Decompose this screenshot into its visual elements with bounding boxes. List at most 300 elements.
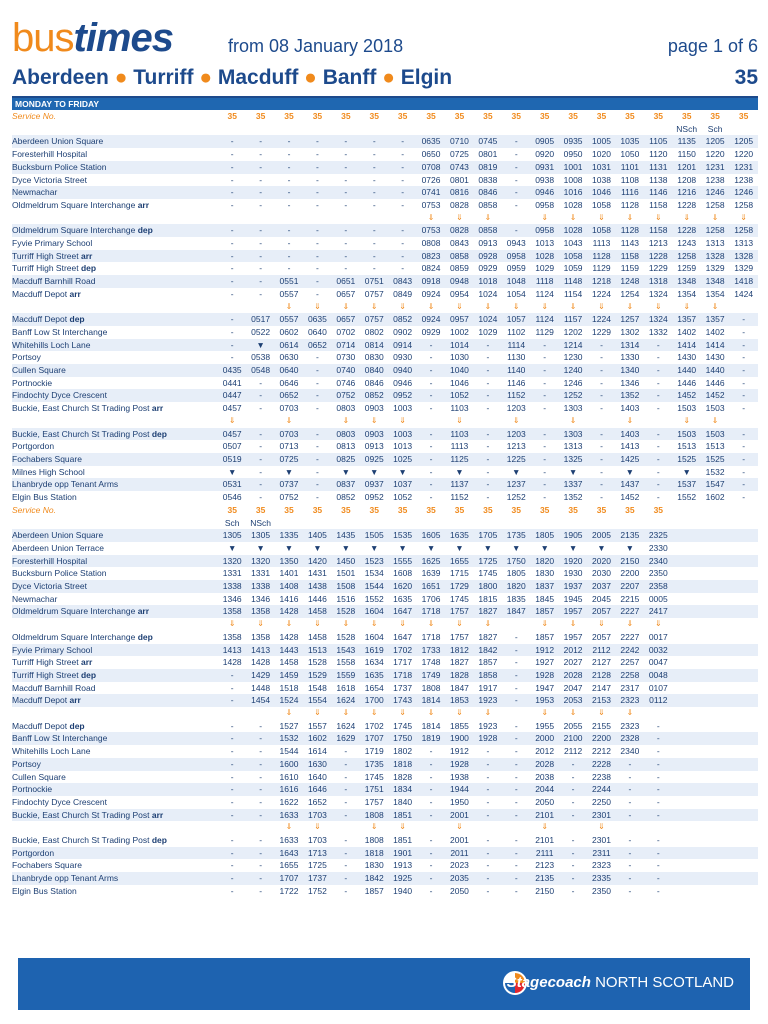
arr-dep-marker: arr — [149, 809, 164, 820]
stop-name — [12, 859, 218, 872]
time-cell: 1528 — [307, 657, 327, 668]
time-cell: 2153 — [587, 694, 615, 707]
time-cell: 1702 — [388, 644, 416, 657]
time-cell: 1220 — [705, 149, 725, 160]
time-cell: - — [729, 453, 758, 466]
time-cell: 1218 — [587, 275, 615, 288]
time-cell: 1016 — [559, 186, 587, 199]
stop-name — [12, 440, 218, 453]
time-cell: - — [344, 835, 348, 846]
time-cell: 2150 — [535, 885, 555, 896]
time-cell: - — [344, 238, 348, 249]
time-cell: - — [600, 441, 603, 452]
time-cell: - — [360, 186, 388, 199]
connection-arrow — [218, 821, 246, 834]
time-cell — [701, 593, 729, 606]
time-cell: 1418 — [729, 275, 758, 288]
time-cell: 1001 — [559, 161, 587, 174]
time-cell: - — [502, 644, 530, 657]
time-cell: 1837 — [530, 580, 558, 593]
time-cell: - — [218, 135, 246, 148]
time-cell: - — [514, 860, 518, 871]
time-cell — [673, 656, 701, 669]
stop-label: Portgordon — [12, 847, 55, 858]
time-cell: 0946 — [393, 377, 413, 388]
time-cell: - — [429, 492, 433, 503]
time-cell: - — [587, 453, 615, 466]
time-cell: 1240 — [559, 364, 587, 377]
service-number-cell: 35 — [596, 111, 607, 121]
time-cell: - — [316, 492, 319, 503]
stop-name — [12, 326, 218, 339]
time-cell: 1847 — [502, 605, 530, 618]
time-cell: - — [372, 174, 376, 185]
time-cell: 1258 — [705, 199, 725, 210]
connection-arrow: ⇓ — [569, 619, 577, 629]
time-cell: 0743 — [445, 161, 473, 174]
time-cell: 1928 — [530, 669, 558, 682]
timetable-row — [12, 555, 758, 568]
time-cell: - — [332, 161, 360, 174]
time-cell — [729, 669, 758, 682]
time-cell: 1912 — [530, 644, 558, 657]
connection-arrow — [246, 301, 274, 314]
timetable-row — [12, 847, 758, 860]
connection-arrow: ⇓ — [569, 301, 577, 311]
time-cell: - — [644, 428, 672, 441]
stop-label: Aberdeen Union Terrace — [12, 542, 104, 553]
timetable-row — [12, 580, 758, 593]
time-cell: - — [429, 352, 433, 363]
time-cell — [729, 542, 758, 555]
stop-label: Banff Low St Interchange — [12, 733, 108, 744]
time-cell: 0713 — [279, 441, 299, 452]
service-number-cell — [729, 504, 758, 517]
time-cell: - — [388, 186, 416, 199]
time-cell — [474, 517, 502, 530]
connection-arrow: ⇓ — [427, 619, 435, 629]
time-cell: 1024 — [478, 288, 498, 299]
stop-name — [12, 656, 218, 669]
time-cell: 1624 — [336, 720, 356, 731]
time-cell: - — [656, 720, 660, 731]
time-cell: 0920 — [535, 149, 555, 160]
time-cell: 1103 — [445, 428, 473, 441]
time-cell: 1513 — [303, 644, 331, 657]
connection-arrow — [729, 618, 758, 631]
time-cell: 1135 — [673, 135, 701, 148]
time-cell: 0905 — [530, 135, 558, 148]
stop-label: Dyce Victoria Street — [12, 174, 87, 185]
time-cell: - — [332, 872, 360, 885]
time-cell — [673, 631, 701, 644]
time-cell — [729, 682, 758, 695]
connection-arrow — [417, 415, 445, 428]
time-cell: - — [372, 199, 376, 210]
time-cell: 1002 — [449, 326, 469, 337]
time-cell: 1346 — [222, 593, 242, 604]
time-cell: - — [316, 174, 319, 185]
time-cell: 1413 — [246, 644, 274, 657]
time-cell: 0819 — [474, 161, 502, 174]
time-cell: 1320 — [218, 555, 246, 568]
time-cell: 1857 — [364, 885, 384, 896]
time-cell: 0852 — [360, 389, 388, 402]
time-cell: - — [259, 174, 263, 185]
time-cell: 1845 — [535, 593, 555, 604]
brand-stagecoach: Stagecoach — [506, 974, 591, 991]
connection-arrow — [644, 415, 672, 428]
time-cell: 1808 — [421, 682, 441, 693]
time-cell: 0925 — [360, 453, 388, 466]
timetable-row — [12, 783, 758, 796]
time-cell: 1258 — [729, 224, 758, 237]
time-cell: - — [230, 149, 234, 160]
time-cell: 2001 — [449, 835, 469, 846]
time-cell: - — [303, 186, 331, 199]
time-cell: 0640 — [275, 364, 303, 377]
time-cell — [701, 669, 729, 682]
time-cell: 2227 — [616, 605, 644, 618]
time-cell — [673, 580, 701, 593]
time-cell: 1158 — [649, 199, 668, 210]
time-cell: 1600 — [275, 758, 303, 771]
time-cell: 2111 — [530, 847, 558, 860]
arr-dep-marker: arr — [135, 199, 150, 210]
time-cell: 1328 — [729, 250, 758, 263]
time-cell: - — [600, 352, 603, 363]
connection-arrow — [701, 821, 729, 834]
time-cell: - — [218, 783, 246, 796]
time-cell: 0828 — [449, 199, 469, 210]
time-cell: - — [644, 758, 672, 771]
time-cell: 0725 — [449, 149, 469, 160]
connection-arrow — [530, 415, 558, 428]
time-cell: 1953 — [530, 694, 558, 707]
time-cell: 1435 — [332, 529, 360, 542]
time-cell: 1146 — [507, 377, 526, 388]
service-number-cell: 35 — [426, 504, 436, 515]
service-number-cell: 35 — [284, 504, 294, 515]
time-cell: - — [401, 199, 405, 210]
time-cell: 1634 — [364, 657, 384, 668]
connection-arrow: ⇓ — [541, 619, 549, 629]
time-cell: 2101 — [535, 835, 555, 846]
time-cell: 0708 — [417, 161, 445, 174]
time-cell: 2055 — [563, 720, 583, 731]
time-cell: 1557 — [307, 720, 327, 731]
timetable-row — [12, 402, 758, 415]
time-cell: 0441 — [222, 377, 242, 388]
time-cell: - — [742, 403, 746, 414]
stop-label: Dyce Victoria Street — [12, 581, 87, 592]
time-cell: 1043 — [563, 238, 583, 249]
time-cell: 1003 — [388, 428, 416, 441]
time-cell: 1148 — [559, 275, 587, 288]
connection-arrow: ⇓ — [456, 212, 463, 222]
time-cell: - — [486, 441, 490, 452]
time-cell: 1252 — [506, 492, 526, 503]
connection-arrow: ⇓ — [683, 212, 691, 222]
time-cell: 1745 — [393, 720, 413, 731]
time-cell — [474, 123, 502, 136]
time-cell: 1808 — [360, 809, 388, 822]
time-cell — [729, 847, 758, 860]
stop-label: Turriff High Street — [12, 657, 79, 668]
brand-region: NORTH SCOTLAND — [595, 974, 734, 991]
time-cell: - — [259, 238, 263, 249]
time-cell: - — [259, 377, 263, 388]
time-cell: 0808 — [421, 238, 441, 249]
connection-arrow: ⇓ — [399, 619, 406, 629]
time-cell: 0914 — [388, 339, 416, 352]
time-cell: 1437 — [616, 478, 644, 491]
time-cell — [701, 859, 729, 872]
time-cell — [729, 783, 758, 796]
time-cell: - — [246, 161, 274, 174]
time-cell: 1029 — [478, 326, 498, 337]
time-cell: - — [742, 441, 746, 452]
time-cell: - — [628, 796, 632, 807]
time-cell: - — [275, 186, 303, 199]
stop-name — [12, 478, 218, 491]
arr-dep-marker: dep — [67, 720, 85, 731]
timetable-row — [12, 389, 758, 402]
time-cell: 1555 — [388, 555, 416, 568]
time-cell — [303, 123, 331, 136]
service-number-cell: 35 — [341, 504, 351, 515]
time-cell: 2038 — [535, 771, 555, 782]
time-cell: - — [230, 771, 234, 782]
time-cell: ▼ — [341, 466, 351, 477]
time-cell: 1857 — [478, 657, 498, 668]
stop-name — [12, 224, 218, 237]
time-cell: - — [514, 657, 518, 668]
time-cell: 0858 — [445, 250, 473, 263]
connection-arrow — [332, 821, 360, 834]
time-cell: - — [259, 263, 263, 274]
time-cell: 1131 — [644, 161, 672, 174]
time-cell: 0635 — [303, 313, 331, 326]
time-cell: 0602 — [279, 326, 299, 337]
time-cell: 1440 — [673, 364, 701, 377]
stop-label: Cullen Square — [12, 771, 66, 782]
time-cell: - — [486, 352, 490, 363]
time-cell: 1102 — [507, 326, 526, 337]
arr-dep-marker: arr — [78, 657, 93, 668]
time-cell: - — [502, 186, 530, 199]
stop-label: Lhanbryde opp Tenant Arms — [12, 479, 119, 490]
time-cell — [587, 123, 615, 136]
time-cell: 1702 — [364, 720, 384, 731]
time-cell: - — [218, 732, 246, 745]
service-number-cell: 35 — [653, 111, 664, 121]
time-cell: 1416 — [279, 593, 299, 604]
time-cell: 2200 — [620, 568, 640, 579]
time-cell: 1750 — [502, 555, 530, 568]
time-cell: - — [401, 149, 405, 160]
connection-arrow: ⇓ — [285, 301, 293, 311]
time-cell: 1314 — [616, 339, 644, 352]
arr-dep-marker: dep — [78, 263, 97, 274]
connection-arrow: ⇓ — [399, 301, 406, 311]
route-title — [12, 66, 452, 90]
time-cell — [445, 517, 473, 530]
stop-name — [12, 212, 218, 225]
time-cell: 0902 — [393, 326, 413, 337]
time-cell: 1358 — [251, 631, 271, 642]
time-cell: 1130 — [507, 352, 526, 363]
logo-times: times — [73, 16, 173, 60]
time-cell: 1059 — [563, 263, 583, 274]
time-cell: - — [474, 364, 502, 377]
time-cell: - — [303, 389, 331, 402]
stop-label: Oldmeldrum Square Interchange — [12, 631, 136, 642]
time-cell: 1905 — [559, 529, 587, 542]
time-cell: 1508 — [332, 580, 360, 593]
time-cell: 1058 — [587, 224, 615, 237]
connection-arrow: ⇓ — [740, 212, 747, 222]
time-cell: 1348 — [673, 275, 701, 288]
time-cell — [701, 567, 729, 580]
time-cell: 1157 — [559, 313, 587, 326]
time-cell: - — [644, 453, 672, 466]
time-cell: - — [514, 682, 518, 693]
time-cell: 1554 — [303, 694, 331, 707]
connection-arrow: ⇓ — [370, 708, 378, 718]
time-cell: NSch — [676, 123, 698, 134]
service-number-cell: 35 — [710, 111, 720, 121]
time-cell: - — [656, 860, 660, 871]
timetable-row — [12, 542, 758, 555]
time-cell: 0457 — [218, 428, 246, 441]
time-cell: 1855 — [449, 720, 469, 731]
time-cell: - — [246, 758, 274, 771]
time-cell: - — [628, 860, 632, 871]
time-cell: 1229 — [648, 263, 668, 274]
time-cell: 1325 — [559, 453, 587, 466]
time-cell — [729, 644, 758, 657]
time-cell: 1305 — [246, 529, 274, 542]
time-cell — [729, 517, 758, 530]
stop-name — [12, 732, 218, 745]
time-cell: - — [259, 403, 263, 414]
time-cell: 0824 — [421, 263, 441, 274]
time-cell: - — [429, 835, 433, 846]
time-cell: 1248 — [616, 275, 644, 288]
connection-arrow — [673, 821, 701, 834]
time-cell: 1352 — [616, 389, 644, 402]
service-number-cell: 35 — [312, 111, 323, 121]
connection-arrow: ⇓ — [427, 301, 435, 311]
time-cell: 1137 — [445, 478, 473, 491]
time-cell: 1335 — [275, 529, 303, 542]
time-cell: 1957 — [563, 631, 583, 642]
time-cell: 1818 — [388, 758, 416, 771]
timetable-row — [12, 275, 758, 288]
time-cell: - — [259, 149, 263, 160]
time-cell: 2250 — [592, 796, 611, 807]
time-cell: - — [246, 783, 274, 796]
time-cell: 0737 — [275, 478, 303, 491]
time-cell: 1159 — [620, 263, 640, 274]
time-cell: 0746 — [336, 377, 356, 388]
time-cell — [729, 567, 758, 580]
stop-label: Foresterhill Hospital — [12, 149, 88, 160]
time-cell: Sch — [224, 517, 240, 528]
time-cell: 2323 — [592, 860, 611, 871]
time-cell: - — [388, 135, 416, 148]
time-cell: 1713 — [303, 847, 331, 860]
time-cell: Sch — [707, 123, 723, 134]
time-cell: 1718 — [421, 631, 441, 642]
route-separator-dot: ● — [376, 66, 401, 89]
time-cell: 0802 — [364, 326, 384, 337]
time-cell: ▼ — [512, 466, 521, 477]
time-cell: 0852 — [336, 492, 356, 503]
time-cell: - — [259, 796, 263, 807]
timetable-row — [12, 644, 758, 657]
time-cell: 1718 — [388, 669, 416, 682]
time-cell: 1113 — [592, 238, 611, 249]
timetable-row — [12, 186, 758, 199]
time-cell — [729, 593, 758, 606]
stop-label: Findochty Dyce Crescent — [12, 796, 107, 807]
time-cell: 0828 — [445, 224, 473, 237]
time-cell — [729, 872, 758, 885]
time-cell: 2155 — [592, 720, 611, 731]
connection-arrow: ⇓ — [285, 708, 293, 718]
stop-name — [12, 148, 218, 161]
time-cell — [673, 669, 701, 682]
connection-arrow: ⇓ — [427, 708, 435, 718]
time-cell: 1635 — [393, 593, 413, 604]
time-cell: 0557 — [279, 288, 299, 299]
time-cell: - — [316, 199, 319, 210]
time-cell: - — [656, 441, 660, 452]
time-cell: 1604 — [360, 605, 388, 618]
time-cell: 1202 — [563, 326, 583, 337]
arr-dep-marker: dep — [78, 669, 97, 680]
timetable-row — [12, 313, 758, 326]
time-cell: - — [259, 746, 263, 757]
time-cell — [729, 796, 758, 809]
service-number-cell: 35 — [255, 111, 266, 121]
time-cell — [246, 123, 274, 136]
service-number-cell: 35 — [397, 504, 408, 515]
time-cell: ▼ — [313, 542, 322, 553]
time-cell: 1717 — [393, 657, 413, 668]
stop-name — [12, 123, 218, 136]
time-cell: 1501 — [336, 568, 356, 579]
timetable-row — [12, 491, 758, 504]
time-cell — [360, 517, 388, 530]
time-cell: 1013 — [393, 441, 413, 452]
route-separator-dot: ● — [193, 66, 218, 89]
time-cell: - — [571, 860, 575, 871]
time-cell: 1129 — [592, 263, 611, 274]
time-cell: - — [230, 352, 234, 363]
time-cell — [701, 783, 729, 796]
time-cell: 1024 — [474, 313, 502, 326]
time-cell — [701, 694, 729, 707]
time-cell: 0958 — [502, 250, 530, 263]
stop-name — [12, 529, 218, 542]
service-number-cell: 35 — [681, 111, 692, 121]
time-cell: 0757 — [360, 313, 388, 326]
connection-arrow: ⇓ — [370, 619, 378, 629]
time-cell: 1305 — [218, 529, 246, 542]
